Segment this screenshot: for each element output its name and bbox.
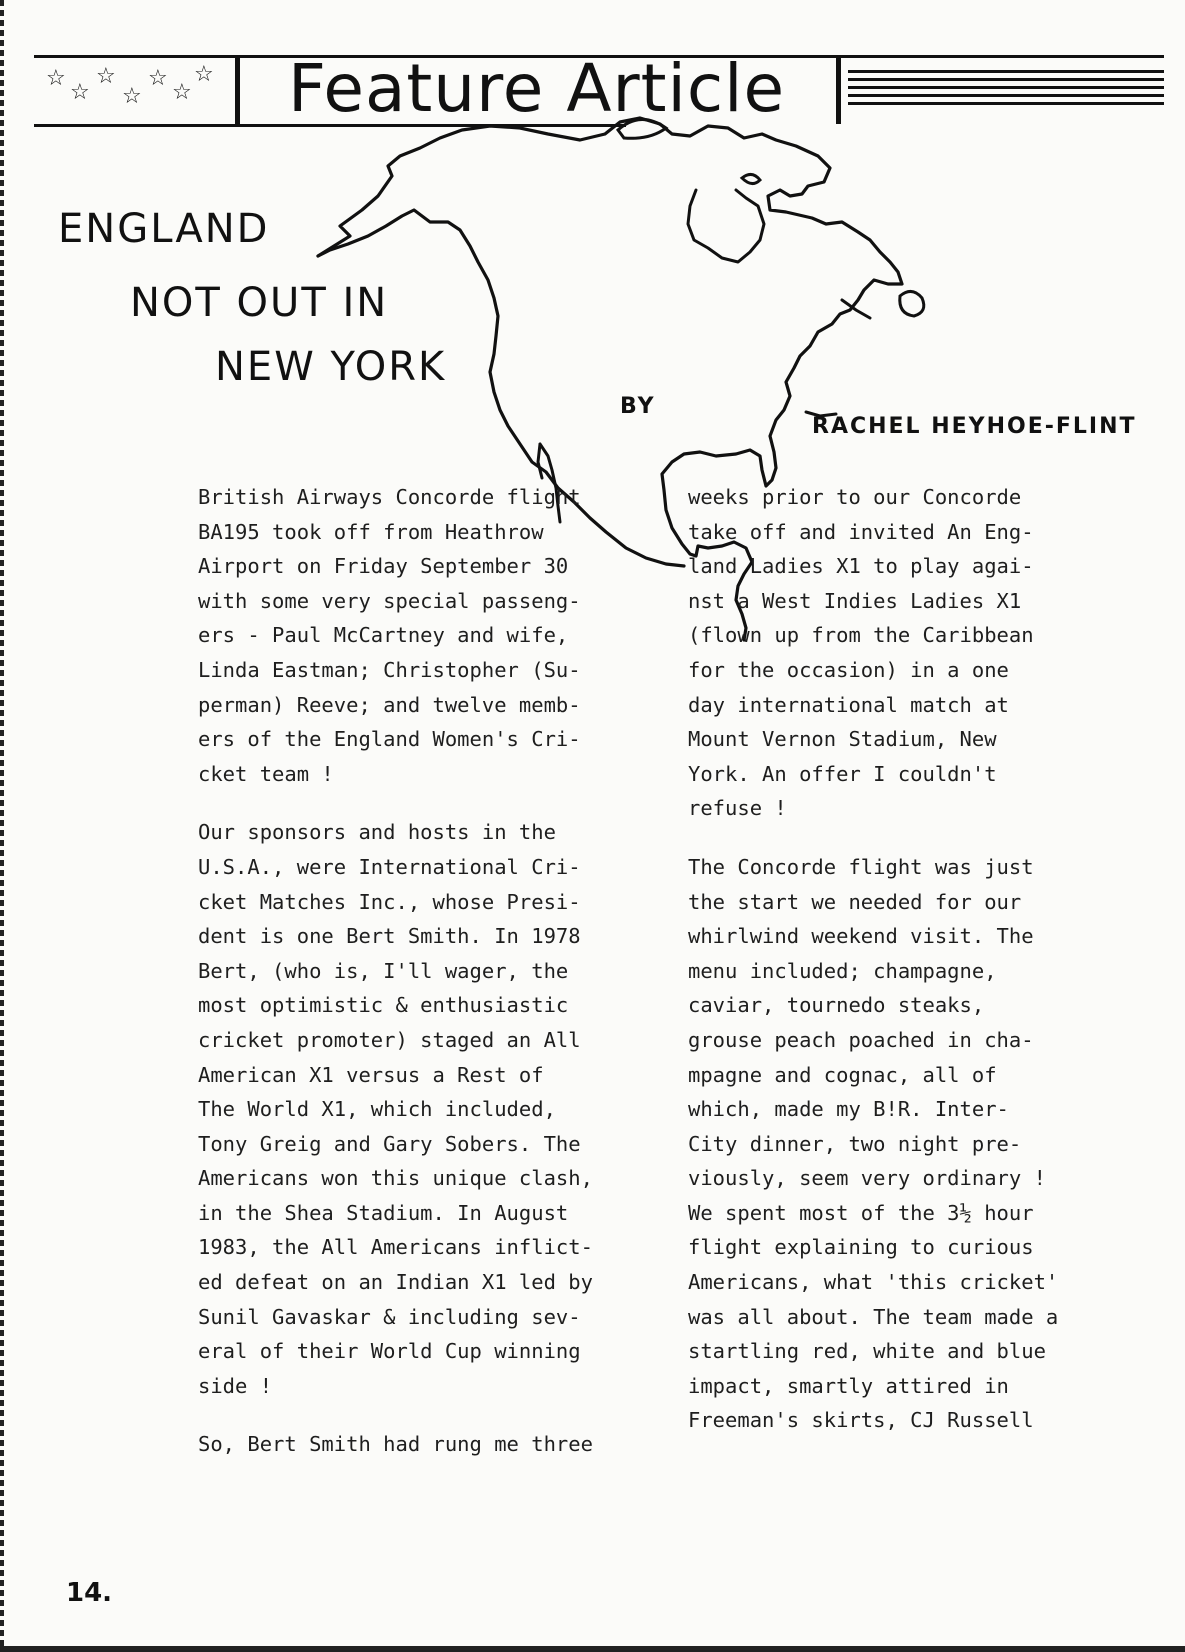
text-line: Bert, (who is, I'll wager, the bbox=[198, 958, 569, 983]
stars-decoration bbox=[44, 60, 234, 122]
text-line: Mount Vernon Stadium, New bbox=[688, 727, 997, 752]
text-line: The World X1, which included, bbox=[198, 1097, 556, 1122]
text-line: ers - Paul McCartney and wife, bbox=[198, 623, 569, 648]
header-divider bbox=[836, 58, 841, 124]
paragraph bbox=[198, 1427, 648, 1462]
text-line: land Ladies X1 to play agai- bbox=[688, 554, 1034, 579]
text-line: Tony Greig and Gary Sobers. The bbox=[198, 1131, 581, 1156]
text-line: cket Matches Inc., whose Presi- bbox=[198, 889, 581, 914]
text-line: the start we needed for our bbox=[688, 889, 1022, 914]
text-line: day international match at bbox=[688, 692, 1009, 717]
text-line: viously, seem very ordinary ! bbox=[688, 1166, 1046, 1191]
text-line: cricket promoter) staged an All bbox=[198, 1027, 581, 1052]
text-line: dent is one Bert Smith. In 1978 bbox=[198, 924, 581, 949]
text-line: impact, smartly attired in bbox=[688, 1373, 1009, 1398]
text-line: refuse ! bbox=[688, 796, 787, 821]
text-line: BA195 took off from Heathrow bbox=[198, 519, 544, 544]
text-line: City dinner, two night pre- bbox=[688, 1131, 1022, 1156]
paragraph bbox=[198, 815, 648, 1403]
text-line: American X1 versus a Rest of bbox=[198, 1062, 544, 1087]
article-column-left bbox=[198, 480, 648, 1462]
star-icon: ☆ bbox=[122, 84, 142, 109]
star-icon: ☆ bbox=[46, 66, 66, 91]
text-line: perman) Reeve; and twelve memb- bbox=[198, 692, 581, 717]
text-line: Freeman's skirts, CJ Russell bbox=[688, 1408, 1034, 1433]
text-line: York. An offer I couldn't bbox=[688, 761, 997, 786]
text-line: most optimistic & enthusiastic bbox=[198, 993, 569, 1018]
article-column-right bbox=[688, 480, 1118, 1438]
text-line: (flown up from the Caribbean bbox=[688, 623, 1034, 648]
text-line: eral of their World Cup winning bbox=[198, 1339, 581, 1364]
text-line: 1983, the All Americans inflict- bbox=[198, 1235, 593, 1260]
text-line: The Concorde flight was just bbox=[688, 854, 1034, 879]
paragraph bbox=[688, 850, 1118, 1438]
paragraph bbox=[198, 480, 648, 791]
star-icon: ☆ bbox=[194, 62, 214, 87]
text-line: Linda Eastman; Christopher (Su- bbox=[198, 657, 581, 682]
text-line: British Airways Concorde flight bbox=[198, 485, 581, 509]
paragraph bbox=[688, 480, 1118, 826]
text-line: side ! bbox=[198, 1373, 273, 1398]
text-line: ers of the England Women's Cri- bbox=[198, 727, 581, 752]
star-icon: ☆ bbox=[148, 66, 168, 91]
text-line: in the Shea Stadium. In August bbox=[198, 1200, 569, 1225]
text-line: ed defeat on an Indian X1 led by bbox=[198, 1270, 593, 1295]
text-line: which, made my B!R. Inter- bbox=[688, 1097, 1009, 1122]
text-line: whirlwind weekend visit. The bbox=[688, 924, 1034, 949]
text-line: We spent most of the 3½ hour bbox=[688, 1200, 1034, 1225]
text-line: for the occasion) in a one bbox=[688, 657, 1009, 682]
text-line: nst a West Indies Ladies X1 bbox=[688, 588, 1022, 613]
header-lines bbox=[848, 70, 1164, 110]
text-line: was all about. The team made a bbox=[688, 1304, 1059, 1329]
text-line: grouse peach poached in cha- bbox=[688, 1027, 1034, 1052]
bottom-edge bbox=[0, 1646, 1185, 1652]
text-line: with some very special passeng- bbox=[198, 588, 581, 613]
headline-line-1: ENGLAND bbox=[58, 206, 270, 252]
text-line: weeks prior to our Concorde bbox=[688, 485, 1022, 509]
section-title: Feature Article bbox=[288, 50, 786, 127]
text-line: So, Bert Smith had rung me three bbox=[198, 1432, 593, 1457]
headline-line-2: NOT OUT IN bbox=[130, 280, 389, 326]
byline-author: RACHEL HEYHOE-FLINT bbox=[812, 414, 1137, 439]
text-line: Americans won this unique clash, bbox=[198, 1166, 593, 1191]
text-line: Americans, what 'this cricket' bbox=[688, 1270, 1059, 1295]
text-line: Sunil Gavaskar & including sev- bbox=[198, 1304, 581, 1329]
text-line: caviar, tournedo steaks, bbox=[688, 993, 985, 1018]
text-line: take off and invited An Eng- bbox=[688, 519, 1034, 544]
byline-by: BY bbox=[620, 394, 656, 419]
text-line: cket team ! bbox=[198, 761, 334, 786]
star-icon: ☆ bbox=[96, 64, 116, 89]
page-number: 14. bbox=[66, 1578, 113, 1608]
text-line: menu included; champagne, bbox=[688, 958, 997, 983]
text-line: flight explaining to curious bbox=[688, 1235, 1034, 1260]
text-line: startling red, white and blue bbox=[688, 1339, 1046, 1364]
binding-edge bbox=[0, 0, 4, 1652]
star-icon: ☆ bbox=[70, 80, 90, 105]
star-icon: ☆ bbox=[172, 80, 192, 105]
headline-line-3: NEW YORK bbox=[215, 344, 447, 390]
text-line: Airport on Friday September 30 bbox=[198, 554, 569, 579]
text-line: Our sponsors and hosts in the bbox=[198, 820, 556, 845]
text-line: U.S.A., were International Cri- bbox=[198, 854, 581, 879]
text-line: mpagne and cognac, all of bbox=[688, 1062, 997, 1087]
header-divider bbox=[235, 58, 240, 124]
